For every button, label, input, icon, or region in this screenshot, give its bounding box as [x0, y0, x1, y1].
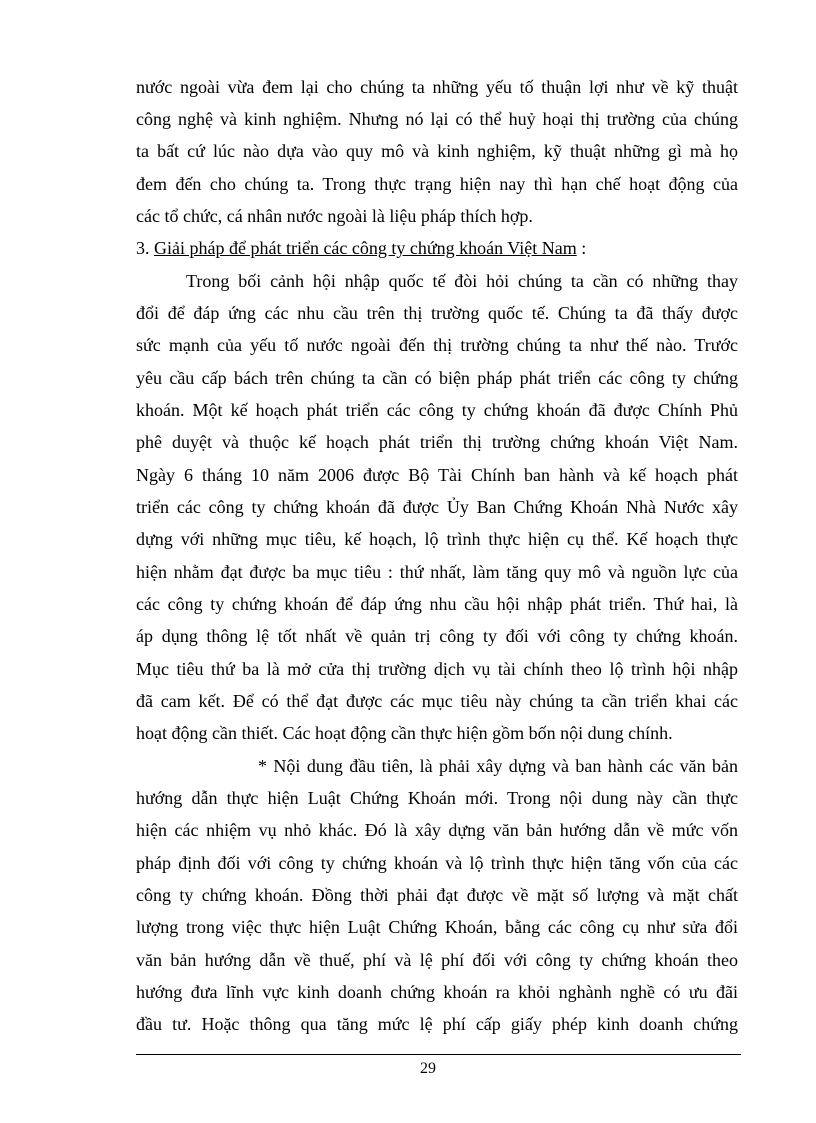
body-text-line: khoán. Một kế hoạch phát triển các công ty chứng khoán đã được Chính Phủ [136, 400, 738, 420]
body-text-line: hoạt động cần thiết. Các hoạt động cần thực hiện gồm bốn nội dung chính. [136, 723, 673, 743]
body-text-line: văn bản hướng dẫn về thuế, phí và lệ phí đối với công ty chứng khoán theo [136, 950, 738, 970]
body-text-line: các công ty chứng khoán để đáp ứng nhu cầu hội nhập phát triển. Thứ hai, là [136, 594, 738, 614]
body-text-line: hướng dẫn thực hiện Luật Chứng Khoán mới. Trong nội dung này cần thực [136, 788, 738, 808]
body-text-line: Ngày 6 tháng 10 năm 2006 được Bộ Tài Chính ban hành và kế hoạch phát [136, 465, 738, 485]
body-text-line: đầu tư. Hoặc thông qua tăng mức lệ phí cấp giấy phép kinh doanh chứng [136, 1014, 738, 1034]
footer-rule [136, 1054, 741, 1055]
body-text-line: hướng đưa lĩnh vực kinh doanh chứng khoán ra khỏi nghành nghề có ưu đãi [136, 982, 738, 1002]
body-text-line: dựng với những mục tiêu, kế hoạch, lộ trình thực hiện cụ thể. Kế hoạch thực [136, 529, 738, 549]
body-text-line: lượng trong việc thực hiện Luật Chứng Khoán, bằng các công cụ như sửa đổi [136, 917, 738, 937]
body-text-line: yêu cầu cấp bách trên chúng ta cần có biện pháp phát triển các công ty chứng [136, 368, 738, 388]
body-text-line: đã cam kết. Để có thể đạt được các mục tiêu này chúng ta cần triển khai các [136, 691, 738, 711]
body-text-line: công ty chứng khoán. Đồng thời phải đạt được về mặt số lượng và mặt chất [136, 885, 738, 905]
section-number: 3. [136, 238, 150, 258]
section-title: Giải pháp để phát triển các công ty chứng khoán Việt Nam [154, 238, 577, 258]
body-text-line: Trong bối cảnh hội nhập quốc tế đòi hỏi chúng ta cần có những thay [186, 271, 738, 291]
body-text-line: pháp định đối với công ty chứng khoán và lộ trình thực hiện tăng vốn của các [136, 853, 738, 873]
body-text-line: công nghệ và kinh nghiệm. Nhưng nó lại có thể huỷ hoại thị trường của chúng [136, 109, 738, 129]
page-number: 29 [420, 1060, 436, 1077]
section-heading [136, 237, 586, 259]
body-text-line: * Nội dung đầu tiên, là phải xây dựng và ban hành các văn bản [258, 756, 738, 776]
body-text-line: phê duyệt và thuộc kế hoạch phát triển thị trường chứng khoán Việt Nam. [136, 432, 738, 452]
body-text-line: áp dụng thông lệ tốt nhất về quản trị công ty đối với công ty chứng khoán. [136, 626, 738, 646]
body-text-line: sức mạnh của yếu tố nước ngoài đến thị trường chúng ta như thế nào. Trước [136, 335, 738, 355]
body-text-line: hiện nhằm đạt được ba mục tiêu : thứ nhất, làm tăng quy mô và nguồn lực của [136, 562, 738, 582]
body-text-line: ta bất cứ lúc nào dựa vào quy mô và kinh nghiệm, kỹ thuật những gì mà họ [136, 141, 738, 161]
body-text-line: nước ngoài vừa đem lại cho chúng ta những yếu tố thuận lợi như về kỹ thuật [136, 77, 738, 97]
section-title-suffix: : [576, 238, 587, 258]
body-text-line: đổi để đáp ứng các nhu cầu trên thị trường quốc tế. Chúng ta đã thấy được [136, 303, 738, 323]
body-text-line: Mục tiêu thứ ba là mở cửa thị trường dịch vụ tài chính theo lộ trình hội nhập [136, 659, 738, 679]
body-text-line: các tổ chức, cá nhân nước ngoài là liệu pháp thích hợp. [136, 206, 533, 226]
body-text-line: đem đến cho chúng ta. Trong thực trạng hiện nay thì hạn chế hoạt động của [136, 174, 738, 194]
body-text-line: hiện các nhiệm vụ nhỏ khác. Đó là xây dựng văn bản hướng dẫn về mức vốn [136, 820, 738, 840]
body-text-line: triển các công ty chứng khoán đã được Ủy Ban Chứng Khoán Nhà Nước xây [136, 497, 738, 517]
